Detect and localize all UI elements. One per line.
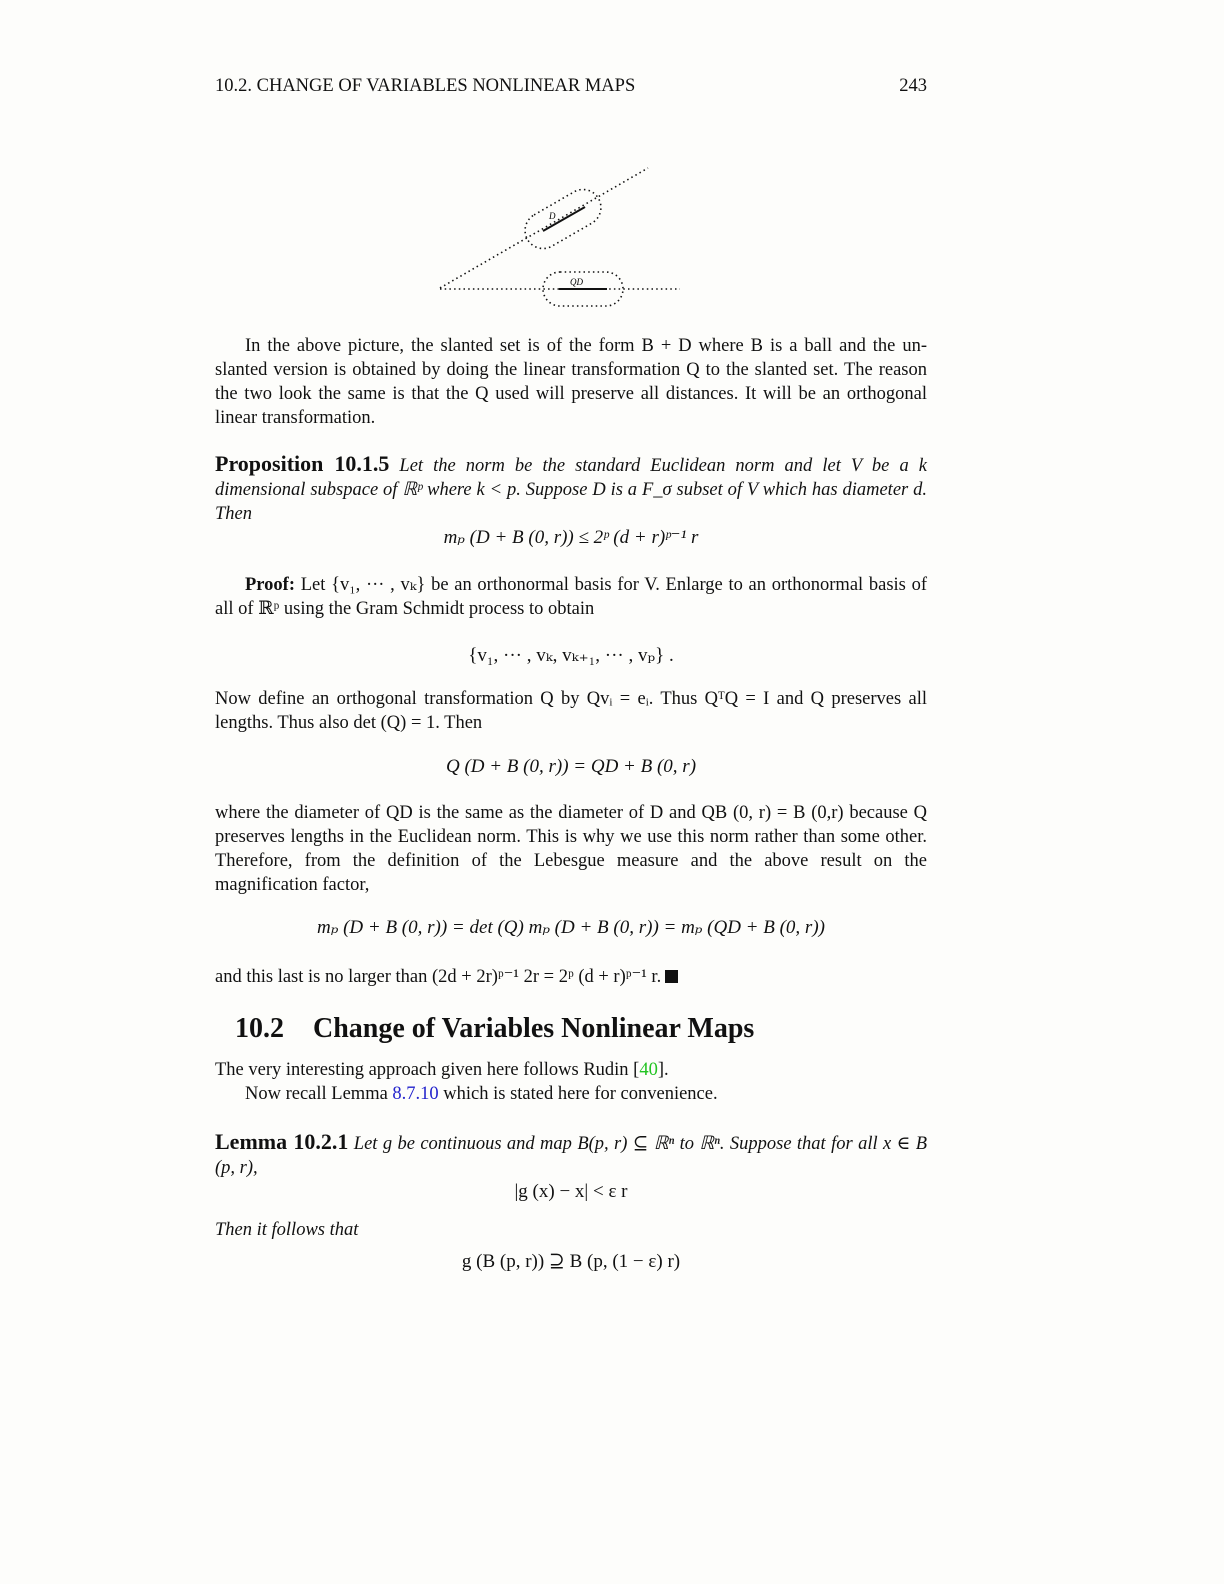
proof-paragraph-4 (215, 965, 927, 989)
section-paragraph-1 (215, 1058, 927, 1082)
intro-paragraph: In the above picture, the slanted set is of the form B + D where B is a ball and the un-slanted version is obtained by doing the linear transformation Q to the slanted set. The reason the two look the same is that the Q used will preserve all distances. It will be an orthogonal linear transformation. (215, 336, 927, 428)
section-number: 10.2 (235, 1013, 284, 1044)
page-number: 243 (899, 76, 927, 96)
proposition (215, 452, 927, 526)
proof-label: Proof: (245, 575, 295, 595)
proposition-statement: Let the norm be the standard Euclidean norm and let V be a k dimensional subspace of ℝᵖ where k < p. Suppose D is a F_σ subset of V which has diameter d. Then (215, 456, 927, 524)
figure-slanted-set (435, 160, 685, 310)
section-heading (235, 1013, 754, 1045)
transform-equation: Q (D + B (0, r)) = QD + B (0, r) (445, 756, 697, 777)
lemma-heading: Lemma 10.2.1 (215, 1129, 349, 1154)
section-text: The very interesting approach given here follows Rudin [ (215, 1060, 640, 1080)
section-text: Now recall Lemma (245, 1084, 393, 1104)
section-text-end: ]. (657, 1060, 669, 1080)
proposition-equation: mₚ (D + B (0, r)) ≤ 2ᵖ (d + r)ᵖ⁻¹ r (443, 527, 699, 548)
running-title: 10.2. CHANGE OF VARIABLES NONLINEAR MAPS (215, 76, 636, 96)
proposition-heading: Proposition 10.1.5 (215, 451, 390, 476)
lemma-conclusion-equation: g (B (p, r)) ⊇ B (p, (1 − ε) r) (461, 1251, 681, 1272)
lemma-statement: Let g be continuous and map B(p, r) ⊆ ℝⁿ to ℝⁿ. Suppose that for all x ∈ B (p, r), (215, 1134, 928, 1178)
label-qd: QD (570, 277, 583, 287)
lemma-then: Then it follows that (215, 1220, 359, 1240)
proof-text-4: and this last is no larger than (2d + 2r)ᵖ⁻¹ 2r = 2ᵖ (d + r)ᵖ⁻¹ r. (215, 967, 662, 987)
section-text-end: which is stated here for convenience. (438, 1084, 718, 1104)
proof-paragraph-3: where the diameter of QD is the same as the diameter of D and QB (0, r) = B (0,r) because Q preserves lengths in the Euclidean norm. This is why we use this norm rather than some other. Therefore, from the definition of the Lebesgue measure and the above result on the magnification factor, (215, 803, 927, 895)
proof-text-1: Let {v₁, ··· , vₖ} be an orthonormal basis for V. Enlarge to an orthonormal basis of all of ℝᵖ using the Gram Schmidt process to obtain (215, 575, 927, 619)
measure-equation: mₚ (D + B (0, r)) = det (Q) mₚ (D + B (0, r)) = mₚ (QD + B (0, r)) (317, 917, 825, 938)
proof-paragraph-2: Now define an orthogonal transformation Q by Qvᵢ = eᵢ. Thus QᵀQ = I and Q preserves all lengths. Thus also det (Q) = 1. Then (215, 689, 927, 733)
citation-link[interactable]: 40 (639, 1060, 658, 1080)
section-title: Change of Variables Nonlinear Maps (313, 1013, 755, 1044)
label-d: D (549, 211, 556, 221)
lemma-reference-link[interactable]: 8.7.10 (392, 1084, 439, 1104)
lemma-equation: |g (x) − x| < ε r (514, 1181, 628, 1202)
section-paragraph-2 (215, 1082, 927, 1106)
qed-square-icon (665, 970, 678, 983)
lemma (215, 1130, 927, 1180)
proof-paragraph-1 (215, 573, 927, 621)
running-header (215, 76, 927, 97)
slanted-line (440, 168, 648, 288)
basis-equation: {v₁, ··· , vₖ, vₖ₊₁, ··· , vₚ} . (468, 645, 674, 666)
